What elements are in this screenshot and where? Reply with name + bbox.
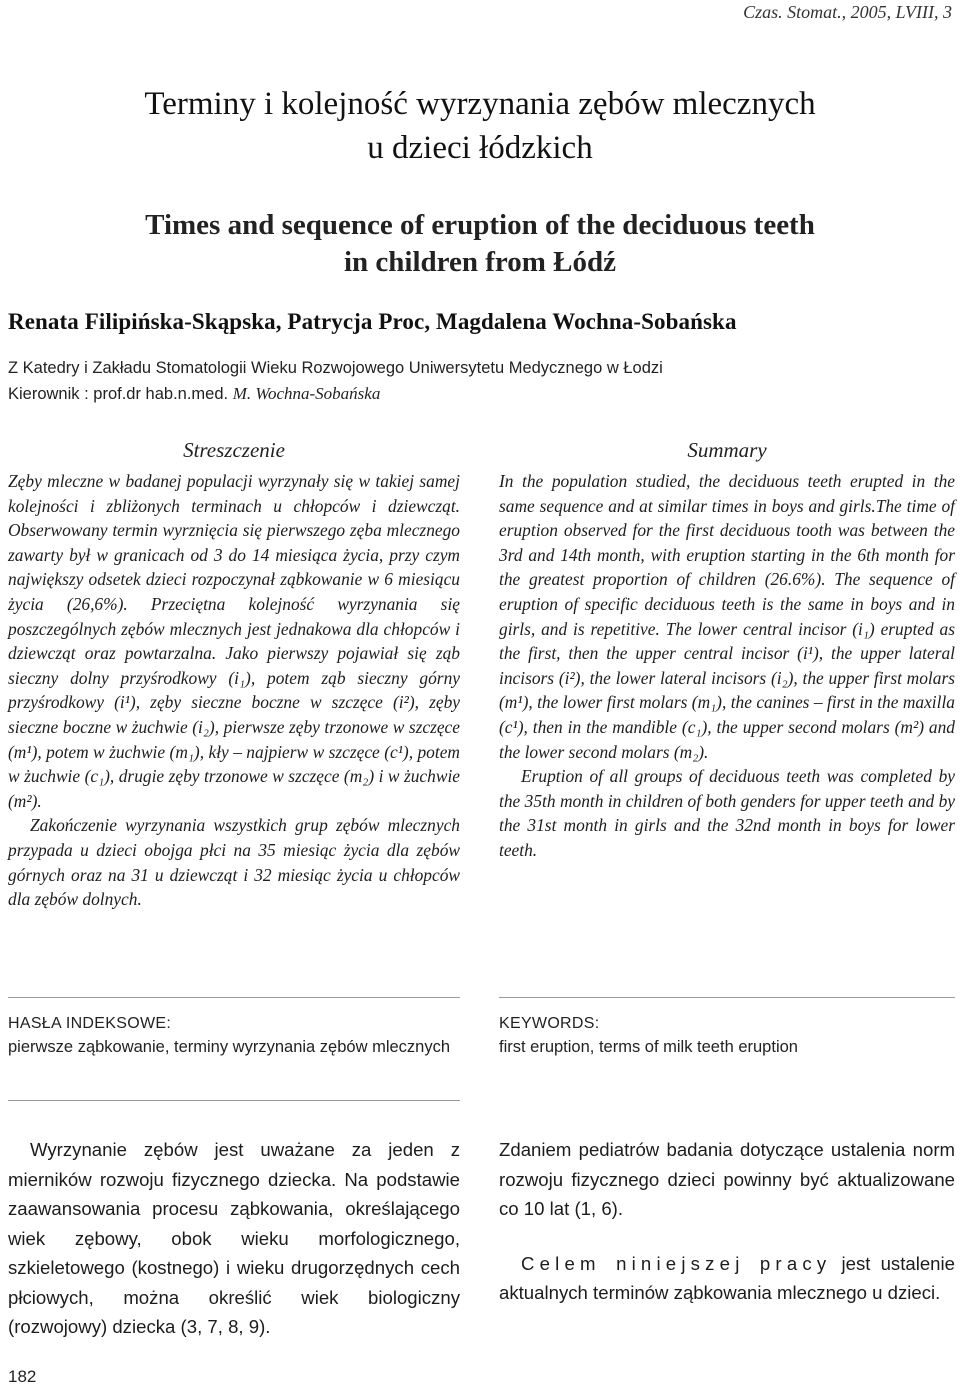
abstract-polish-body [8,469,460,912]
abstract-polish-paragraph: Zęby mleczne w badanej populacji wyrzynały się w takiej samej kolejności i zbliżonych terminach u chłopców i dziewcząt. Obserwowany termin wyrznięcia się pierwszego zęba mlecznego zawarty był w granicach od 3 do 14 miesiąca życia, przy czym największy odsetek dzieci rozpoczynał ząbkowanie w 6 miesiącu życia (26,6%). Przeciętna kolejność wyrzynania się poszczególnych zębów mlecznych jest jednakowa dla chłopców i dziewcząt oraz powtarzalna. Jako pierwszy pojawiał się ząb sieczny dolny przyśrodkowy (i₁), potem ząb sieczny górny przyśrodkowy (i¹), zęby sieczne boczne w szczęce (i²), zęby sieczne boczne w żuchwie (i₂), pierwsze zęby trzonowe w szczęce (m¹), potem w żuchwie (m₁), kły – najpierw w szczęce (c¹), potem w żuchwie (c₁), drugie zęby trzonowe w szczęce (m₂) i w żuchwie (m²). [8,471,460,811]
authors: Renata Filipińska-Skąpska, Patrycja Proc, Magdalena Wochna-Sobańska [8,309,737,334]
title-english-line1: Times and sequence of eruption of the deciduous teeth [145,209,815,241]
keywords-polish-text: pierwsze ząbkowanie, terminy wyrzynania zębów mlecznych [8,1038,451,1056]
divider [8,997,460,998]
abstract-polish-heading: Streszczenie [183,438,285,462]
body-paragraph: Wyrzynanie zębów jest uważane za jeden z mierników rozwoju fizycznego dziecka. Na podstawie zaawansowania procesu ząbkowania, określającego wiek zębowy, obok wieku morfologicznego, szkieletowego (kostnego) i wieku drugorzędnych cech płciowych, można określić wiek biologiczny (rozwojowy) dziecka (3, 7, 8, 9). [8,1139,460,1337]
title-english-line2: in children from Łódź [343,246,617,278]
title-polish-line2: u dzieci łódzkich [367,130,593,166]
body-left-column [8,1135,460,1342]
keywords-polish-heading: HASŁA INDEKSOWE: [8,1015,172,1032]
title-polish [0,82,960,170]
body-paragraph: Zdaniem pediatrów badania dotyczące ustalenia norm rozwoju fizycznego dzieci powinny być aktualizowane co 10 lat (1, 6). [499,1139,955,1219]
abstract-english [499,438,955,863]
title-english [0,207,960,281]
affiliation-head-prefix: Kierownik : prof.dr hab.n.med. [8,385,233,403]
keywords-english-text: first eruption, terms of milk teeth eruption [499,1038,798,1056]
divider [499,997,955,998]
body-right-column [499,1135,955,1308]
abstract-english-paragraph: In the population studied, the deciduous teeth erupted in the same sequence and at similar times in boys and girls.The time of eruption observed for the first deciduous tooth was between the 3rd and 14th month, with eruption starting in the 6th month for the greatest proportion of children (26.6%). The sequence of eruption of specific deciduous teeth is the same in boys and in girls, and is repetitive. The lower central incisor (i₁) erupted as the first, then the upper central incisor (i¹), the upper lateral incisors (i²), the lower lateral incisors (i₂), the upper first molars (m¹), the lower first molars (m₁), the canines – first in the maxilla (c¹), then in the mandible (c₁), the upper second molars (m²) and the lower second molars (m₂). [499,471,955,762]
affiliation-head [8,381,663,407]
keywords-english [499,1015,955,1059]
body-paragraph-rest: jest ustalenie aktualnych terminów ząbkowania mlecznego u dzieci. [499,1252,955,1303]
abstract-english-heading: Summary [687,438,767,462]
journal-citation: Czas. Stomat., 2005, LVIII, 3 [743,2,952,22]
keywords-polish [8,1015,460,1059]
abstract-english-paragraph: Eruption of all groups of deciduous teeth was completed by the 35th month in children of both genders for upper teeth and by the 31st month in girls and the 32nd month in boys for lower teeth. [499,766,955,860]
abstract-english-body [499,469,955,863]
page-number: 182 [8,1367,37,1386]
divider [8,1100,460,1101]
affiliation-department: Z Katedry i Zakładu Stomatologii Wieku Rozwojowego Uniwersytetu Medycznego w Łodzi [8,359,663,377]
abstract-polish-paragraph: Zakończenie wyrzynania wszystkich grup zębów mlecznych przypada u dzieci obojga płci na 35 miesiąc życia dla zębów górnych oraz na 31 u dziewcząt i 32 miesiąc życia u chłopców dla zębów dolnych. [8,815,460,910]
keywords-english-heading: KEYWORDS: [499,1015,600,1032]
emphasis-spaced: Celem niniejszej pracy [521,1252,832,1274]
affiliation-head-name: M. Wochna-Sobańska [232,384,381,403]
abstract-polish [8,438,460,912]
title-polish-line1: Terminy i kolejność wyrzynania zębów mlecznych [144,86,816,122]
affiliation [8,356,663,407]
body-paragraph [499,1249,955,1308]
